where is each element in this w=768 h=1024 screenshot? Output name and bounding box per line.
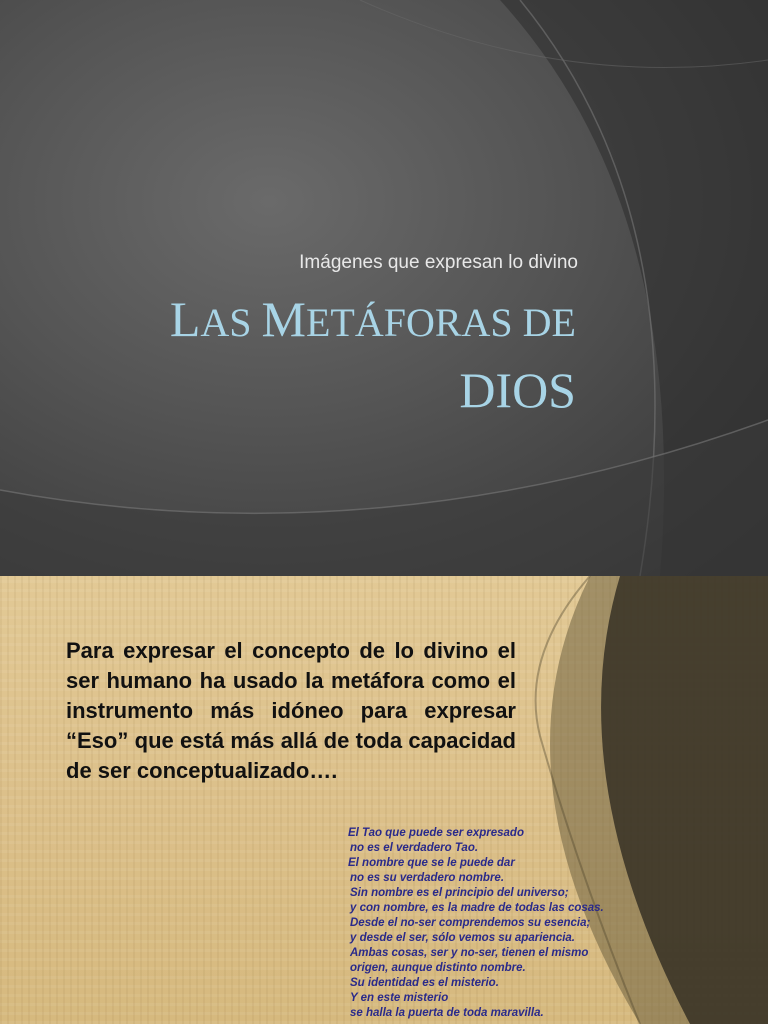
title-part: DIOS xyxy=(459,362,576,418)
poem-line: no es su verdadero nombre. xyxy=(350,872,505,884)
title-line-1 xyxy=(16,290,576,361)
poem-line: Ambas cosas, ser y no-ser, tienen el mismo xyxy=(350,947,589,959)
title-part: ETÁFORAS DE xyxy=(305,300,576,345)
poem-line: y con nombre, es la madre de todas las cosas. xyxy=(350,902,604,914)
poem-line: no es el verdadero Tao. xyxy=(350,842,479,854)
content-slide xyxy=(0,576,768,1024)
poem-line: Sin nombre es el principio del universo; xyxy=(350,887,569,899)
slide-title xyxy=(16,290,576,432)
poem-line: El Tao que puede ser expresado xyxy=(348,827,524,839)
poem-line: Y en este misterio xyxy=(350,992,449,1004)
poem-line: y desde el ser, sólo vemos su apariencia. xyxy=(350,932,576,944)
poem-line: origen, aunque distinto nombre. xyxy=(350,962,526,974)
slide-subtitle: Imágenes que expresan lo divino xyxy=(299,252,578,273)
title-line-2 xyxy=(16,361,576,432)
title-part: L xyxy=(169,291,201,347)
intro-paragraph: Para expresar el concepto de lo divino el ser humano ha usado la metáfora como el instrumento más idóneo para expresar “Eso” que está más allá de toda capacidad de ser conceptualizado…. xyxy=(66,638,516,783)
title-part: AS xyxy=(200,300,262,345)
tao-poem xyxy=(348,826,604,1021)
poem-line: Su identidad es el misterio. xyxy=(350,977,499,989)
poem-line: se halla la puerta de toda maravilla. xyxy=(350,1007,544,1019)
poem-line: Desde el no-ser comprendemos su esencia; xyxy=(350,917,591,929)
title-part: M xyxy=(261,291,306,347)
poem-line: El nombre que se le puede dar xyxy=(348,857,515,869)
